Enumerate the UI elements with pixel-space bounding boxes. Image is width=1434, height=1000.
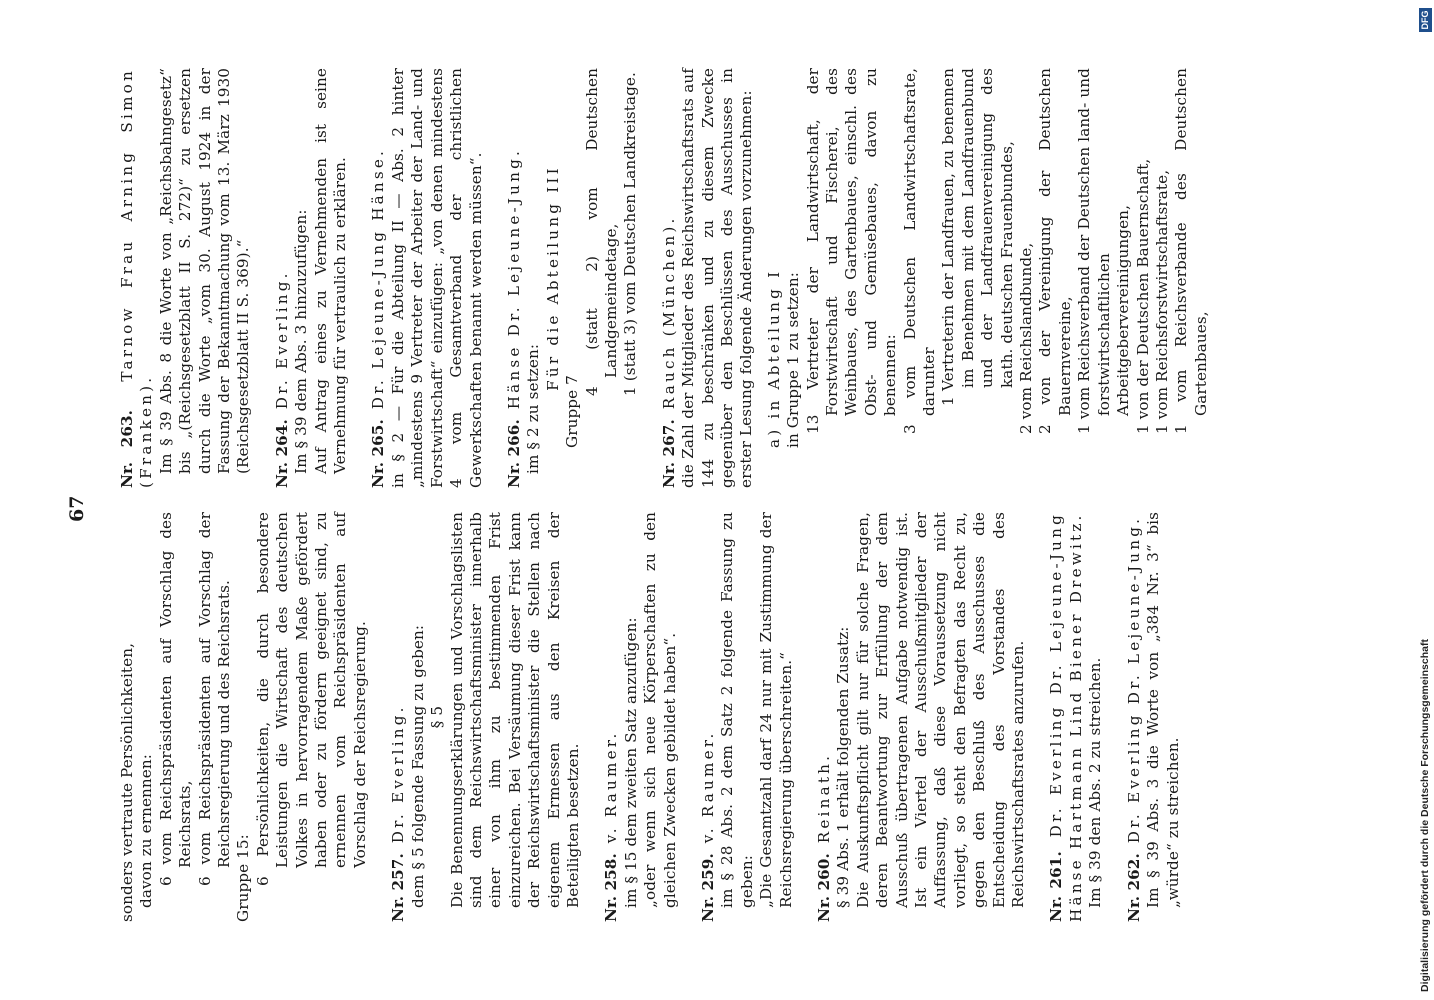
amendment-author: Rauch (München). <box>659 215 678 410</box>
amendment-text: Im § 39 den Abs. 2 zu streichen. <box>1086 657 1105 908</box>
amendment-text: Die Auskunftspflicht gilt nur für solche Fragen, deren Beantwortung zur Erfüllung der dem Ausschuß übertragenen Aufgabe notwendig ist. Ist ein Viertel der Ausschußmitglieder der Auffassung, daß diese Voraussetzung nicht vorliegt, so steht den Befragten das Recht zu, gegen den Beschluß des Ausschusses die Entscheidung des Vorstandes des Reichswirtschaftsrates anzurufen. <box>853 512 1028 908</box>
amendment-text: im § 15 dem zweiten Satz anzufügen: <box>621 617 640 908</box>
amendment-heading <box>118 68 157 488</box>
amendment-267 <box>660 68 1211 488</box>
amendment-number: Nr. 267. <box>659 419 678 488</box>
amendment-263 <box>118 68 254 488</box>
amendment-text: im § 28 Abs. 2 dem Satz 2 folgende Fassung zu geben: <box>718 512 756 908</box>
amendment-text: Im § 39 dem Abs. 3 hinzuzufügen: <box>292 209 311 474</box>
list-item: 4 (statt 2) vom Deutschen Landgemeindetage, <box>582 68 620 396</box>
section-heading: Für die Abteilung III <box>543 165 562 391</box>
list-item: 1 vom Reichsverbande des Deutschen Gartenbaues, <box>1172 68 1210 434</box>
list-item: 1 vom Reichsforstwirtschaftsrate, <box>1152 169 1171 434</box>
amendment-heading <box>699 512 718 922</box>
amendment-264 <box>273 68 351 488</box>
amendment-number: Nr. 261. <box>1047 851 1066 922</box>
amendment-text: Die Benennungserklärungen und Vorschlagslisten sind dem Reichswirtschaftsminister innerhalb einer von ihm zu bestimmenden Frist einzureichen. Bei Versäumung dieser Frist kann der Reichswirtschaftsminister die Stellen nach eigenem Ermessen aus den Kreisen der Beteiligten besetzen. <box>447 512 582 908</box>
amendment-259 <box>699 512 796 922</box>
list-item: 2 von der Vereinigung der Deutschen Bauernvereine, <box>1036 68 1074 434</box>
list-item: 1 Vertreterin der Landfrauen, zu benennen im Benehmen mit dem Landfrauenbund und der Landfrauenvereinigung des kath. deutschen Frauenbundes, <box>939 68 1016 406</box>
amendment-266 <box>505 68 641 488</box>
amendment-number: Nr. 265. <box>369 419 388 488</box>
amendment-text: „oder wenn sich neue Körperschaften zu den gleichen Zwecken gebildet haben“. <box>641 512 679 908</box>
amendment-author: Dr. Lejeune-Jung Hänse. <box>369 147 388 410</box>
section-heading: a) in Abteilung I <box>764 268 783 448</box>
amendment-author: v. Raumer. <box>698 730 717 844</box>
digitization-note <box>1418 8 1432 992</box>
paragraph-sign: § 5 <box>428 705 447 729</box>
amendment-heading <box>273 68 292 488</box>
amendment-number: Nr. 260. <box>815 853 833 922</box>
amendment-text: Im § 39 Abs. 8 die Worte von „Reichsbahngesetz“ bis „(Reichsgesetzblatt II S. 272)“ zu ersetzen durch die Worte „vom 30. August 1924 in der Fassung der Bekanntmachung vom 13. März 1930 (Reichsgesetzblatt II S. 369).“ <box>156 68 253 474</box>
amendment-author: Tarnow Frau Arning Simon (Franken). <box>118 68 156 488</box>
amendment-number: Nr. 257. <box>389 853 408 922</box>
amendment-author: Dr. Everling Dr. Lejeune-Jung Hänse Hartmann Lind Biener Drewitz. <box>1047 512 1085 922</box>
digitization-note-text <box>1418 8 1432 992</box>
amendment-number: Nr. 259. <box>698 853 717 922</box>
amendment-text: die Zahl der Mitglieder des Reichswirtschaftsrats auf 144 zu beschränken und zu diesem Zwecke gegenüber den Beschlüssen des Ausschusses in erster Lesung folgende Änderungen vorzunehmen: <box>679 68 756 488</box>
amendment-author: Dr. Everling. <box>389 704 408 844</box>
continuation-text: davon zu ernennen: <box>137 754 156 908</box>
list-item: 1 (statt 3) vom Deutschen Landkreistage. <box>621 72 640 396</box>
amendment-260 <box>815 512 1028 922</box>
digitization-note-label: Digitalisierung gefördert durch die Deutsche Forschungsgemeinschaft <box>1419 639 1431 992</box>
list-item: 1 von der Deutschen Bauernschaft, <box>1133 158 1152 434</box>
continuation-text: sonders vertraute Persönlichkeiten, <box>118 642 136 922</box>
continuation-text: 6 vom Reichspräsidenten auf Vorschlag des Reichsrats, <box>156 512 195 886</box>
continuation-block <box>118 512 370 922</box>
amendment-number: Nr. 262. <box>1124 853 1143 922</box>
amendment-heading <box>1125 512 1144 922</box>
dfg-logo-text: DFG <box>1420 10 1430 30</box>
right-column <box>118 68 1211 488</box>
amendment-265 <box>369 68 485 488</box>
amendment-text: Im § 39 Abs. 3 die Worte von „384 Nr. 3“ bis „würde“ zu streichen. <box>1144 512 1182 908</box>
group-heading: Gruppe 7 <box>563 375 582 448</box>
amendment-author: Reinath. <box>815 752 833 844</box>
amendment-author: Dr. Everling. <box>272 270 291 410</box>
amendment-262 <box>1125 512 1183 922</box>
amendment-text: „Die Gesamtzahl darf 24 nur mit Zustimmung der Reichsregierung überschreiten.“ <box>757 512 795 908</box>
amendment-text: dem § 5 folgende Fassung zu geben: <box>408 624 427 908</box>
amendment-author: Dr. Everling Dr. Lejeune-Jung. <box>1124 515 1143 844</box>
amendment-heading <box>369 68 388 488</box>
amendment-author: Hänse Dr. Lejeune-Jung. <box>504 147 523 410</box>
amendment-258 <box>602 512 680 922</box>
continuation-text: 6 Persönlichkeiten, die durch besondere Leistungen die Wirtschaft des deutschen Volkes in hervorragendem Maße gefördert haben oder zu fördern geeignet sind, zu ernennen vom Reichspräsidenten auf Vorschlag der Reichsregierung. <box>253 512 369 886</box>
page-number: 67 <box>66 495 88 522</box>
amendment-261 <box>1047 512 1105 922</box>
amendment-heading <box>815 512 834 922</box>
left-column <box>118 512 1183 922</box>
amendment-number: Nr. 263. <box>118 409 136 488</box>
amendment-author: v. Raumer. <box>602 730 621 844</box>
list-item: 13 Vertreter der Landwirtschaft, der Forstwirtschaft und Fischerei, des Weinbaues, des Gartenbaues, einschl. des Obst- und Gemüsebaues, davon zu benennen: <box>803 68 900 434</box>
continuation-text: 6 vom Reichspräsidenten auf Vorschlag der Reichsregierung und des Reichsrats. <box>195 512 234 886</box>
amendment-heading <box>660 68 679 488</box>
group-heading: Gruppe 15: <box>234 834 253 922</box>
amendment-number: Nr. 264. <box>272 419 291 488</box>
amendment-257 <box>389 512 583 922</box>
amendment-heading <box>389 512 408 922</box>
amendment-text: in § 2 — Für die Abteilung II — Abs. 2 hinter „mindestens 9 Vertreter der Arbeiter der Land- und Forstwirtschaft“ einzufügen: „von denen mindestens 4 vom Gesamtverband der christlichen Gewerkschaften benannt werden müssen“. <box>388 68 485 488</box>
amendment-heading <box>602 512 621 922</box>
amendment-text: Auf Antrag eines zu Vernehmenden ist seine Vernehmung für vertraulich zu erklären. <box>311 68 350 474</box>
list-item: 2 vom Reichslandbunde, <box>1017 242 1036 434</box>
amendment-number: Nr. 258. <box>602 853 621 922</box>
amendment-text: § 39 Abs. 1 erhält folgenden Zusatz: <box>834 626 853 908</box>
list-item: 1 vom Reichsverband der Deutschen land- und forstwirtschaftlichen Arbeitgebervereinigungen, <box>1075 68 1133 434</box>
amendment-number: Nr. 266. <box>504 419 523 488</box>
group-heading: in Gruppe 1 zu setzen: <box>784 272 803 448</box>
amendment-heading <box>505 68 524 488</box>
list-item: 3 vom Deutschen Landwirtschaftsrate, darunter <box>900 68 939 434</box>
amendment-text: im § 2 zu setzen: <box>524 343 543 474</box>
amendment-heading <box>1047 512 1086 922</box>
